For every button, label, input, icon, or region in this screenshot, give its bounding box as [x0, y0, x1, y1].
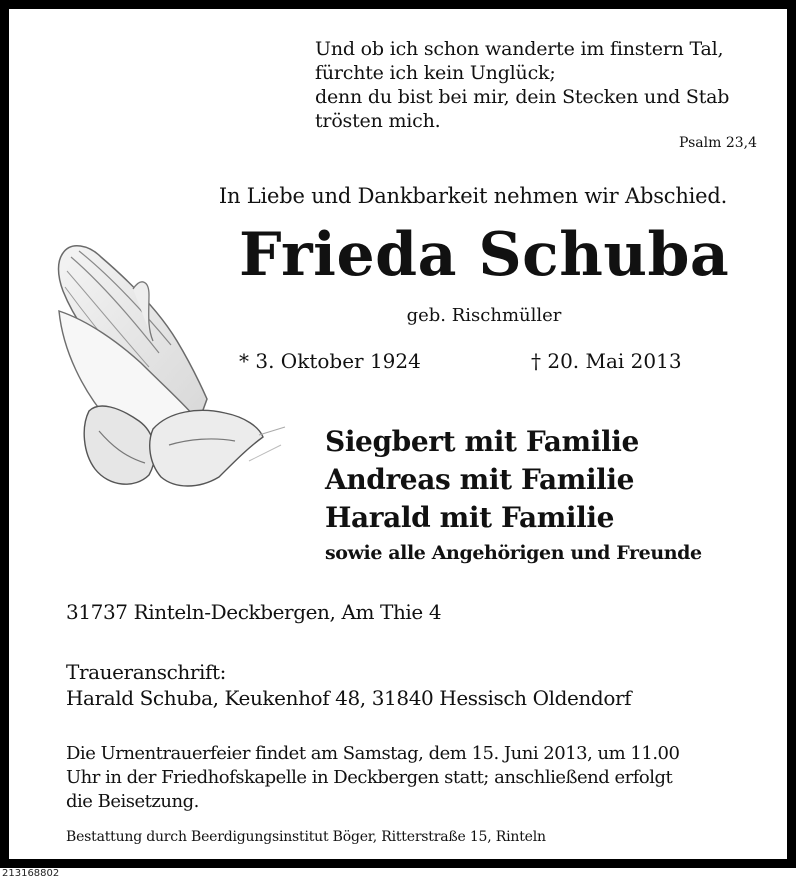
funeral-home: Bestattung durch Beerdigungsinstitut Böger, Ritterstraße 15, Rinteln [66, 829, 546, 845]
mourner-family: Harald mit Familie [325, 501, 615, 534]
home-address: 31737 Rinteln-Deckbergen, Am Thie 4 [66, 600, 442, 624]
birth-date: * 3. Oktober 1924 [239, 349, 421, 373]
psalm-reference: Psalm 23,4 [679, 135, 757, 151]
mourner-families [325, 423, 639, 537]
ceremony-line: Die Urnentrauerfeier findet am Samstag, dem 15. Juni 2013, um 11.00 [66, 743, 680, 764]
psalm-line: denn du bist bei mir, dein Stecken und Stab [315, 86, 730, 108]
ceremony-line: die Beisetzung. [66, 791, 199, 812]
intro-text: In Liebe und Dankbarkeit nehmen wir Abschied. [218, 184, 728, 208]
mourning-address [66, 659, 631, 711]
mourning-address-value: Harald Schuba, Keukenhof 48, 31840 Hessisch Oldendorf [66, 686, 632, 710]
deceased-name: Frieda Schuba [239, 220, 730, 290]
death-date: † 20. Mai 2013 [531, 349, 682, 373]
maiden-name: geb. Rischmüller [406, 305, 562, 326]
mourner-family: Siegbert mit Familie [325, 425, 639, 458]
other-mourners: sowie alle Angehörigen und Freunde [325, 542, 702, 564]
psalm-line: fürchte ich kein Unglück; [315, 62, 556, 84]
ceremony-info [66, 742, 679, 814]
mourning-address-label: Traueranschrift: [66, 660, 226, 684]
psalm-line: trösten mich. [315, 110, 441, 132]
ceremony-line: Uhr in der Friedhofskapelle in Deckbergen statt; anschließend erfolgt [66, 767, 673, 788]
mourner-family: Andreas mit Familie [325, 463, 635, 496]
psalm-verse [315, 37, 729, 133]
psalm-line: Und ob ich schon wanderte im finstern Tal, [315, 38, 724, 60]
reference-number: 213168802 [2, 868, 60, 879]
